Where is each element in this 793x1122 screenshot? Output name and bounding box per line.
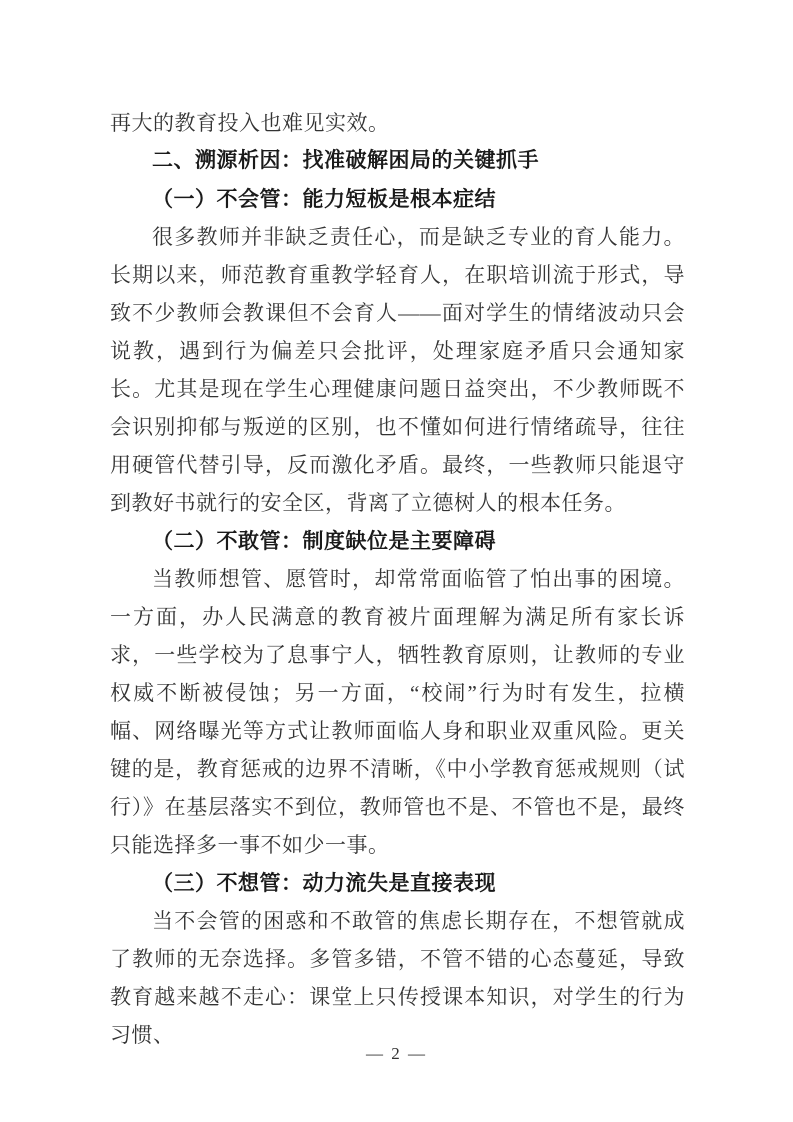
section-heading: 二、溯源析因：找准破解困局的关键抓手 <box>152 149 539 172</box>
body-paragraph-3: 当不会管的困惑和不敢管的焦虑长期存在，不想管就成了教师的无奈选择。多管多错，不管不错的心态蔓延，导致教育越来越不走心：课堂上只传授课本知识，对学生的行为习惯、 <box>110 909 685 1047</box>
document-body <box>110 104 685 1054</box>
subsection-heading-3: （三）不想管：动力流失是直接表现 <box>152 871 496 895</box>
body-paragraph-1: 很多教师并非缺乏责任心，而是缺乏专业的育人能力。长期以来，师范教育重教学轻育人，在职培训流于形式，导致不少教师会教课但不会育人——面对学生的情绪波动只会说教，遇到行为偏差只会批评，处理家庭矛盾只会通知家长。尤其是现在学生心理健康问题日益突出，不少教师既不会识别抑郁与叛逆的区别，也不懂如何进行情绪疏导，往往用硬管代替引导，反而激化矛盾。最终，一些教师只能退守到教好书就行的安全区，背离了立德树人的根本任务。 <box>110 225 685 515</box>
subsection-heading-2: （二）不敢管：制度缺位是主要障碍 <box>152 529 496 553</box>
page-number: — 2 — <box>366 1044 427 1063</box>
body-paragraph-continued: 再大的教育投入也难见实效。 <box>110 111 390 135</box>
subsection-heading-1: （一）不会管：能力短板是根本症结 <box>152 187 496 211</box>
body-paragraph-2: 当教师想管、愿管时，却常常面临管了怕出事的困境。一方面，办人民满意的教育被片面理解为满足所有家长诉求，一些学校为了息事宁人，牺牲教育原则，让教师的专业权威不断被侵蚀；另一方面，“校闹”行为时有发生，拉横幅、网络曝光等方式让教师面临人身和职业双重风险。更关键的是，教育惩戒的边界不清晰，《中小学教育惩戒规则（试行）》在基层落实不到位，教师管也不是、不管也不是，最终只能选择多一事不如少一事。 <box>110 567 685 857</box>
